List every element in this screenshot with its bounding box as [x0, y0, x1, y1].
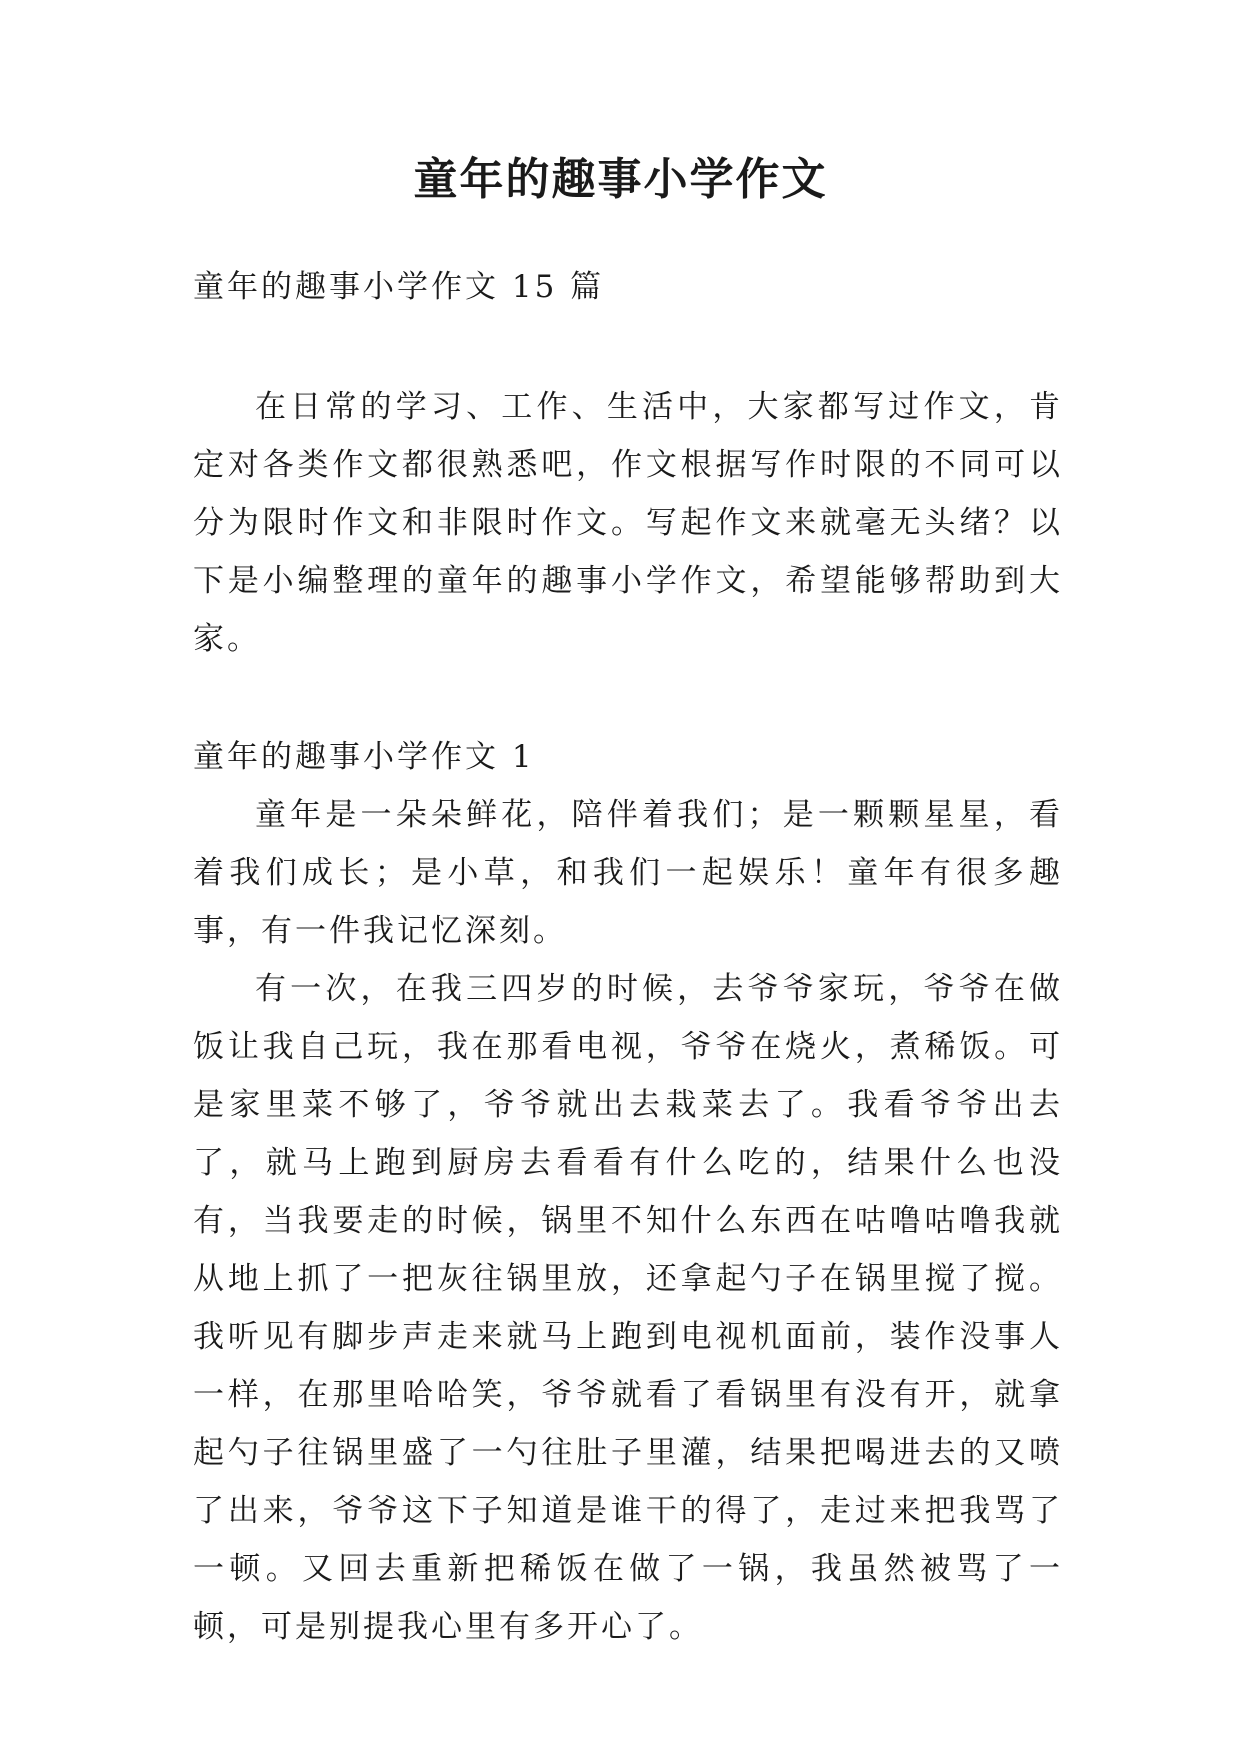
spacer [193, 668, 1063, 728]
document-subtitle: 童年的趣事小学作文 15 篇 [193, 269, 605, 305]
intro-paragraph: 在日常的学习、工作、生活中，大家都写过作文，肯定对各类作文都很熟悉吧，作文根据写作时限的不同可以分为限时作文和非限时作文。写起作文来就毫无头绪？以下是小编整理的童年的趣事小学作文，希望能够帮助到大家。 [193, 389, 1063, 657]
section-heading: 童年的趣事小学作文 1 [193, 739, 535, 775]
document-body [193, 258, 1063, 1656]
body-paragraph: 有一次，在我三四岁的时候，去爷爷家玩，爷爷在做饭让我自己玩，我在那看电视，爷爷在烧火，煮稀饭。可是家里菜不够了，爷爷就出去栽菜去了。我看爷爷出去了，就马上跑到厨房去看看有什么吃的，结果什么也没有，当我要走的时候，锅里不知什么东西在咕噜咕噜我就从地上抓了一把灰往锅里放，还拿起勺子在锅里搅了搅。我听见有脚步声走来就马上跑到电视机面前，装作没事人一样，在那里哈哈笑，爷爷就看了看锅里有没有开，就拿起勺子往锅里盛了一勺往肚子里灌，结果把喝进去的又喷了出来，爷爷这下子知道是谁干的得了，走过来把我骂了一顿。又回去重新把稀饭在做了一锅，我虽然被骂了一顿，可是别提我心里有多开心了。 [193, 971, 1063, 1645]
spacer [193, 316, 1063, 378]
body-paragraph: 童年是一朵朵鲜花，陪伴着我们；是一颗颗星星，看着我们成长；是小草，和我们一起娱乐！童年有很多趣事，有一件我记忆深刻。 [193, 797, 1063, 949]
document-title: 童年的趣事小学作文 [413, 154, 828, 205]
